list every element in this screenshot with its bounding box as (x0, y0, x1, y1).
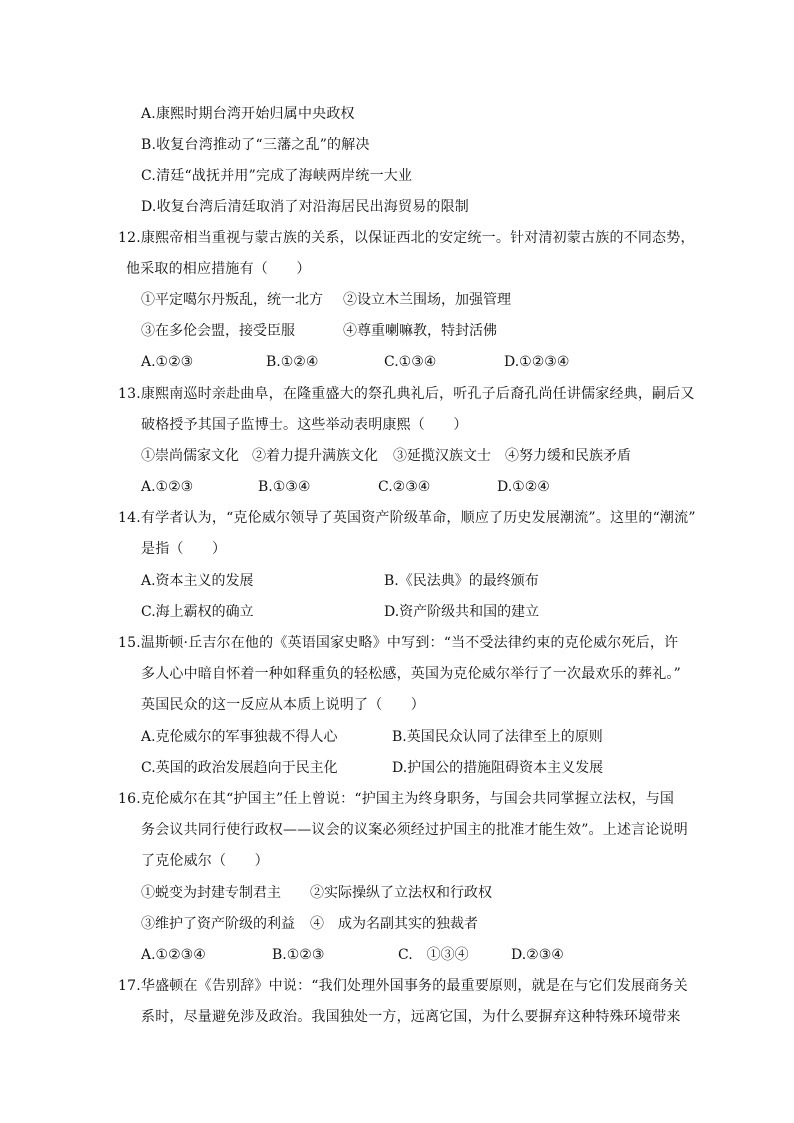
q16-stem-line3: 了克伦威尔（ ） (141, 853, 269, 869)
q12-option-b: B.①②④ (266, 354, 319, 370)
q14-option-a: A.资本主义的发展 (141, 573, 254, 589)
q14-option-b: B.《民法典》的最终颁布 (384, 573, 539, 589)
q12-option-d: D.①②③④ (504, 354, 570, 370)
q17-stem-line1: 17.华盛顿在《告别辞》中说：“我们处理外国事务的最重要原则，就是在与它们发展商务关 (118, 978, 688, 994)
q13-statement-1: ①崇尚儒家文化 (141, 448, 239, 464)
q13-statement-3: ③延揽汉族文士 (393, 448, 491, 464)
q16-option-b: B.①②③ (272, 947, 325, 963)
q12-stem-line2: 他采取的相应措施有（ ） (126, 261, 311, 277)
q14-stem-line2: 是指（ ） (141, 541, 227, 557)
q12-statement-1: ①平定噶尔丹叛乱，统一北方 (141, 292, 323, 308)
q13-statement-4: ④努力缓和民族矛盾 (505, 448, 631, 464)
q12-statement-3: ③在多伦会盟，接受臣服 (141, 323, 295, 339)
q12-stem-line1: 12.康熙帝相当重视与蒙古族的关系，以保证西北的安定统一。针对清初蒙古族的不同态势， (118, 230, 695, 246)
q13-statement-2: ②着力提升满族文化 (252, 448, 378, 464)
q13-stem-line1: 13.康熙南巡时亲赴曲阜，在隆重盛大的祭孔典礼后，听孔子后裔孔尚任讲儒家经典，嗣后又 (118, 386, 695, 402)
q13-stem-line2: 破格授予其国子监博士。这些举动表明康熙（ ） (141, 417, 468, 433)
q12-statement-4: ④尊重喇嘛教，特封活佛 (343, 323, 497, 339)
q11-option-c: C.清廷“战抚并用”完成了海峡两岸统一大业 (141, 168, 413, 184)
q16-stem-line1: 16.克伦威尔在其“护国主”任上曾说：“护国主为终身职务，与国会共同掌握立法权，与国 (118, 791, 675, 807)
q13-option-a: A.①②③ (141, 479, 194, 495)
q16-statement-3: ③维护了资产阶级的利益 (141, 916, 295, 932)
q15-stem-line2: 多人心中暗自怀着一种如释重负的轻松感，英国为克伦威尔举行了一次最欢乐的葬礼。” (141, 666, 681, 682)
q13-option-d: D.①②④ (497, 479, 550, 495)
q15-option-b: B.英国民众认同了法律至上的原则 (392, 729, 603, 745)
q17-stem-line2: 系时，尽量避免涉及政治。我国独处一方，远离它国，为什么要摒弃这种特殊环境带来 (141, 1009, 681, 1025)
q11-option-d: D.收复台湾后清廷取消了对沿海居民出海贸易的限制 (141, 199, 469, 215)
q13-option-c: C.②③④ (378, 479, 431, 495)
q15-stem-line1: 15.温斯顿·丘吉尔在他的《英语国家史略》中写到：“当不受法律约束的克伦威尔死后，许 (118, 635, 679, 651)
q16-statement-1: ①蜕变为封建专制君主 (141, 885, 281, 901)
q15-option-a: A.克伦威尔的军事独裁不得人心 (141, 729, 338, 745)
q12-statement-2: ②设立木兰围场，加强管理 (343, 292, 511, 308)
q13-option-b: B.①③④ (258, 479, 311, 495)
q12-option-a: A.①②③ (141, 354, 194, 370)
q11-option-b: B.收复台湾推动了“三藩之乱”的解决 (141, 137, 370, 153)
q16-stem-line2: 务会议共同行使行政权——议会的议案必须经过护国主的批准才能生效”。上述言论说明 (141, 822, 688, 838)
q16-statement-2: ②实际操纵了立法权和行政权 (310, 885, 492, 901)
q12-option-c: C.①③④ (384, 354, 437, 370)
q14-stem-line1: 14.有学者认为，“克伦威尔领导了英国资产阶级革命，顺应了历史发展潮流”。这里的“潮流” (118, 510, 696, 526)
q15-stem-line3: 英国民众的这一反应从本质上说明了（ ） (141, 697, 425, 713)
q15-option-c: C.英国的政治发展趋向于民主化 (141, 760, 338, 776)
q16-statement-4: ④ 成为名副其实的独裁者 (310, 916, 478, 932)
q11-option-a: A.康熙时期台湾开始归属中央政权 (141, 106, 355, 122)
q15-option-d: D.护国公的措施阻碍资本主义发展 (392, 760, 604, 776)
q16-option-a: A.①②③④ (141, 947, 206, 963)
q14-option-d: D.资产阶级共和国的建立 (384, 604, 540, 620)
q16-option-c: C. ①③④ (398, 947, 469, 963)
q14-option-c: C.海上霸权的确立 (141, 604, 254, 620)
q16-option-d: D.②③④ (511, 947, 564, 963)
